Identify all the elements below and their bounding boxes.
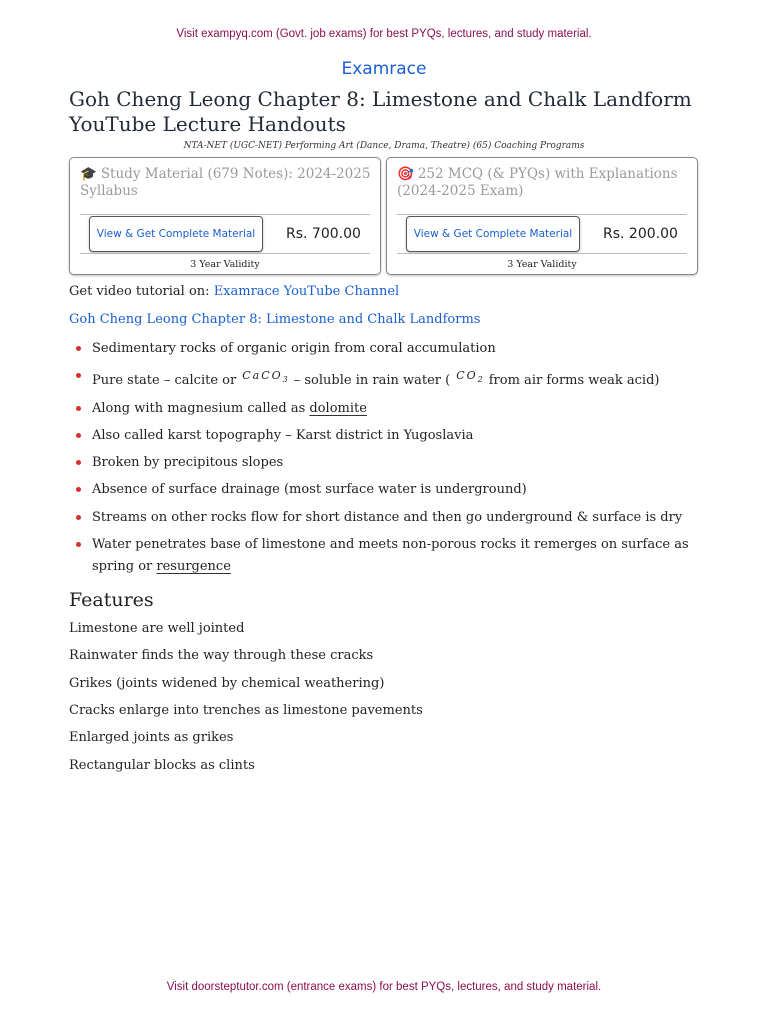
list-item xyxy=(69,452,709,474)
card-divider xyxy=(397,253,687,254)
top-banner[interactable]: Visit exampyq.com (Govt. job exams) for best PYQs, lectures, and study material. xyxy=(176,28,592,40)
list-item xyxy=(69,338,709,360)
card-divider xyxy=(80,253,370,254)
card-heading-text: Study Material (679 Notes): 2024-2025 Syllabus xyxy=(80,166,371,199)
list-item xyxy=(69,534,709,578)
view-material-button[interactable]: View & Get Complete Material xyxy=(406,216,580,252)
list-item xyxy=(69,425,709,447)
graduation-cap-icon: 🎓 xyxy=(80,166,97,182)
bottom-banner[interactable]: Visit doorsteptutor.com (entrance exams) for best PYQs, lectures, and study material. xyxy=(166,981,602,993)
view-material-button[interactable]: View & Get Complete Material xyxy=(89,216,263,252)
card-validity: 3 Year Validity xyxy=(507,259,577,270)
youtube-channel-link[interactable]: Examrace YouTube Channel xyxy=(213,284,400,299)
list-item xyxy=(69,398,709,420)
bullet-list xyxy=(69,338,709,583)
card-heading-text: 252 MCQ (& PYQs) with Explanations (2024-2025 Exam) xyxy=(397,166,678,199)
list-item-text: Absence of surface drainage (most surface water is underground) xyxy=(92,482,527,498)
list-item-text: from air forms weak acid) xyxy=(488,373,660,389)
page-title: Goh Cheng Leong Chapter 8: Limestone and Chalk Landform YouTube Lecture Handouts xyxy=(69,87,692,136)
card-validity: 3 Year Validity xyxy=(190,259,260,270)
feature-line: Grikes (joints widened by chemical weathering) xyxy=(69,676,385,691)
list-item xyxy=(69,365,709,392)
features-heading: Features xyxy=(69,589,154,611)
feature-line: Enlarged joints as grikes xyxy=(69,730,234,745)
video-tutorial-prefix: Get video tutorial on: xyxy=(69,284,214,299)
list-item-text: – soluble in rain water ( xyxy=(293,373,451,389)
card-price: Rs. 200.00 xyxy=(603,226,678,242)
feature-line: Limestone are well jointed xyxy=(69,621,245,636)
feature-line: Rectangular blocks as clints xyxy=(69,758,255,773)
mcq-card xyxy=(386,157,698,275)
page-subtitle: NTA-NET (UGC-NET) Performing Art (Dance, Drama, Theatre) (65) Coaching Programs xyxy=(183,141,585,151)
list-item xyxy=(69,507,709,529)
card-heading xyxy=(397,166,689,200)
card-heading xyxy=(80,166,372,200)
list-item-text: Streams on other rocks flow for short distance and then go underground & surface is dry xyxy=(92,509,683,525)
list-item-text: Broken by precipitous slopes xyxy=(92,455,284,471)
list-item-text: Water penetrates base of limestone and meets non-porous rocks it remerges on surface as spring or xyxy=(92,537,689,575)
chemical-formula: CO2 xyxy=(456,369,483,385)
resurgence-term: resurgence xyxy=(156,559,231,575)
brand-logo[interactable]: Examrace xyxy=(341,59,427,79)
card-price: Rs. 700.00 xyxy=(286,226,361,242)
study-material-card xyxy=(69,157,381,275)
feature-line: Cracks enlarge into trenches as limestone pavements xyxy=(69,703,423,718)
list-item-text: Sedimentary rocks of organic origin from coral accumulation xyxy=(92,341,496,356)
card-divider xyxy=(80,214,370,215)
list-item-text: Along with magnesium called as xyxy=(92,400,310,416)
list-item-text: Also called karst topography – Karst district in Yugoslavia xyxy=(92,427,474,443)
dolomite-term: dolomite xyxy=(309,400,367,416)
list-item-text: Pure state – calcite or xyxy=(92,373,237,389)
section-link[interactable]: Goh Cheng Leong Chapter 8: Limestone and Chalk Landforms xyxy=(69,312,481,327)
card-divider xyxy=(397,214,687,215)
target-icon: 🎯 xyxy=(397,166,414,182)
list-item xyxy=(69,479,709,501)
video-tutorial-line xyxy=(69,284,399,299)
feature-line: Rainwater finds the way through these cracks xyxy=(69,648,374,663)
chemical-formula: CaCO3 xyxy=(242,369,288,385)
